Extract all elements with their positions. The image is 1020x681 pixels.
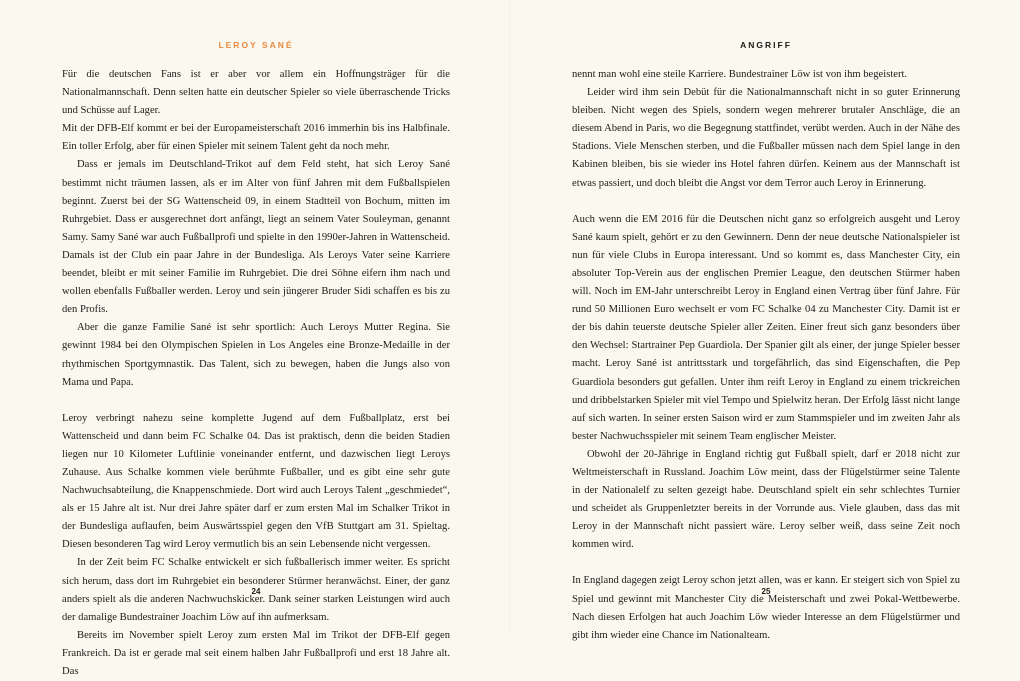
paragraph: Bereits im November spielt Leroy zum ersten Mal im Trikot der DFB-Elf gegen Frankreich. Da ist er gerade mal seit einem halben Jahr Fußballprofi und erst 18 Jahre alt. Das [62, 629, 450, 677]
paragraph: Für die deutschen Fans ist er aber vor allem ein Hoffnungsträger für die Nationalmannschaft. Denn selten hatte ein deutscher Spieler so viele überraschende Tricks und Schüsse auf Lager. [62, 69, 450, 117]
running-head-right: ANGRIFF [740, 40, 792, 50]
paragraph: In England dagegen zeigt Leroy schon jetzt allen, was er kann. Er steigert sich von Spiel zu Spiel und gewinnt mit Manchester City die Meisterschaft und zwei Pokal-Wettbewerbe. Nach diesen Erfolgen hat auch Joachim Löw wieder Interesse an dem Flügelstürmer und gibt ihm wieder eine Chance im Nationalteam. [572, 575, 960, 641]
page-number-right: 25 [761, 587, 771, 596]
paragraph: Auch wenn die EM 2016 für die Deutschen nicht ganz so erfolgreich ausgeht und Leroy Sané kaum spielt, gehört er zu den Gewinnern. Denn der neue deutsche Nationalspieler ist nun für viele Clubs in Europa interessant. Und so kommt es, dass Manchester City, ein absoluter Top-Verein aus der englischen Premier League, den deutschen Stürmer haben will. Noch im EM-Jahr unterschreibt Leroy in England einen Vertrag über fünf Jahre. Für rund 50 Millionen Euro wechselt er vom FC Schalke 04 zu Manchester City. Damit ist er der bis dahin teuerste deutsche Spieler aller Zeiten. Einer freut sich ganz besonders über den Wechsel: Startrainer Pep Guardiola. Der Spanier gilt als einer, der junge Spieler besser macht. Leroy Sané ist antrittsstark und torgefährlich, das sind Eigenschaften, die Pep Guardiola besonders gut gefallen. Unter ihm reift Leroy in England zu einem trickreichen und dribbelstarken Spieler mit viel Tempo und Spielwitz heran. Der Erfolg lässt nicht lange auf sich warten. In seiner ersten Saison wird er zum Stammspieler und im zweiten Jahr als bester Nachwuchsspieler mit seinem Team englischer Meister. [572, 213, 960, 442]
paragraph: Leider wird ihm sein Debüt für die Nationalmannschaft nicht in so guter Erinnerung bleiben. Nicht wegen des Spiels, sondern wegen mehrerer brutaler Anschläge, die an diesem Abend in Paris, wo die Begegnung stattfindet, verübt werden. Auch in der Nähe des Stadions. Viele Menschen sterben, und die Fußballer müssen nach dem Spiel lange in den Kabinen bleiben, bis sie wieder ins Hotel fahren dürfen. Keinem aus der Mannschaft ist etwas passiert, und doch bleibt die Angst vor dem Terror auch Leroy in Erinnerung. [572, 87, 960, 189]
page-number-left: 24 [251, 587, 261, 596]
right-page [572, 0, 960, 641]
paragraph: Dass er jemals im Deutschland-Trikot auf dem Feld steht, hat sich Leroy Sané bestimmt nicht träumen lassen, als er im Alter von fünf Jahren mit dem Fußballspielen beginnt. Zuerst bei der SG Wattenscheid 09, in einem Stadtteil von Bochum, mitten im Ruhrgebiet. Dass er ausgerechnet dort anfängt, liegt an seinem Vater Souleyman, genannt Samy. Samy Sané war auch Fußballprofi und spielte in den 1990er-Jahren in Wattenscheid. Damals ist der Club ein paar Jahre in der Bundesliga. Als Leroys Vater seine Karriere beendet, bleibt er mit seiner Familie im Ruhrgebiet. Die drei Söhne eifern ihm nach und wollen ebenfalls Fußballer werden. Leroy und sein jüngerer Bruder Sidi schaffen es bis zu den Profis. [62, 159, 450, 316]
paragraph: Aber die ganze Familie Sané ist sehr sportlich: Auch Leroys Mutter Regina. Sie gewinnt 1984 bei den Olympischen Spielen in Los Angeles eine Bronze-Medaille in der rhythmischen Sportgymnastik. Das Talent, sich zu bewegen, haben die Jungs also von Mama und Papa. [62, 322, 450, 388]
running-head-left: LEROY SANÉ [218, 40, 294, 50]
left-page [62, 0, 450, 677]
gutter-divider [509, 0, 511, 630]
paragraph: Mit der DFB-Elf kommt er bei der Europameisterschaft 2016 immerhin bis ins Halbfinale. Ein toller Erfolg, aber für einen Spieler mit seinem Talent geht da noch mehr. [62, 123, 450, 153]
paragraph: Obwohl der 20-Jährige in England richtig gut Fußball spielt, darf er 2018 nicht zur Weltmeisterschaft in Russland. Joachim Löw meint, dass der Flügelstürmer seine Talente in der Nationalelf zu selten gezeigt habe. Deutschland spielt ein sehr schlechtes Turnier und scheidet als Gruppenletzter bereits in der Vorrunde aus. Viele glauben, dass das mit Leroy in der Mannschaft nicht passiert wäre. Leroy selber weiß, dass seine Zeit noch kommen wird. [572, 448, 960, 551]
right-page-text [572, 66, 960, 645]
paragraph: nennt man wohl eine steile Karriere. Bundestrainer Löw ist von ihm begeistert. [572, 69, 908, 80]
paragraph: Leroy verbringt nahezu seine komplette Jugend auf dem Fußballplatz, erst bei Wattenscheid und dann beim FC Schalke 04. Das ist praktisch, denn die beiden Stadien liegen nur 10 Kilometer Luftlinie voneinander entfernt, und dazwischen liegt Leroys Zuhause. Aus Schalke kommen viele berühmte Fußballer, und es gibt eine sehr gute Nachwuchsabteilung, die Knappenschmiede. Dort wird auch Leroys Talent „geschmiedet“, als er 15 Jahre alt ist. Nur drei Jahre später darf er zum ersten Mal im Schalker Trikot in der Bundesliga auflaufen, beim Auswärtsspiel gegen den VfB Stuttgart am 31. Spieltag. Diesen besonderen Tag wird Leroy vermutlich bis an sein Lebensende nicht vergessen. [62, 412, 450, 551]
paragraph: In der Zeit beim FC Schalke entwickelt er sich fußballerisch immer weiter. Es spricht sich herum, dass dort im Ruhrgebiet ein besonderer Stürmer heranwächst. Einer, der ganz anders spielt als die anderen Nachwuchskicker. Dank seiner starken Leistungen wird auch der damalige Bundestrainer Joachim Löw auf ihn aufmerksam. [62, 557, 450, 623]
